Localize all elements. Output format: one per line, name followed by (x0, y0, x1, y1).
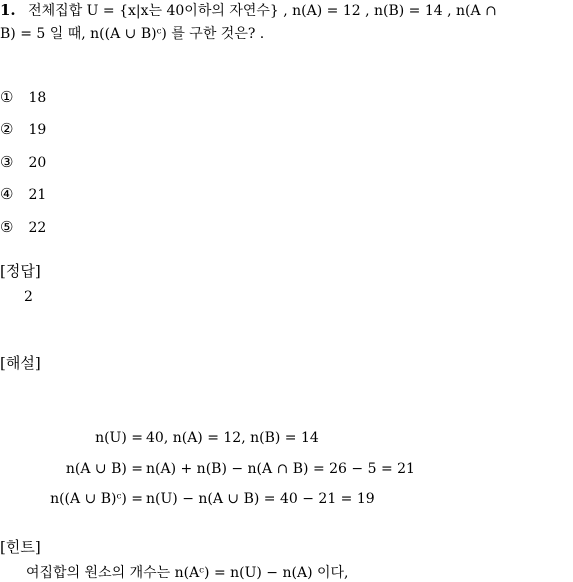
choice-1[interactable] (0, 88, 46, 107)
choice-5[interactable] (0, 218, 46, 237)
equation-3-lhs: n((A ∪ B)ᶜ) = (50, 491, 143, 507)
equation-2-lhs: n(A ∪ B) = (65, 461, 143, 477)
choice-2-value: 19 (28, 122, 47, 138)
question-text-2: B) = 5 일 때, n((A ∪ B)ᶜ) 를 구한 것은? . (0, 26, 265, 42)
hint-label: [힌트] (0, 538, 41, 556)
choice-2[interactable] (0, 120, 46, 139)
choice-4-value: 21 (28, 187, 47, 203)
choice-5-mark: ⑤ (0, 218, 14, 236)
choice-1-value: 18 (28, 90, 47, 106)
question-number: 1. (0, 1, 16, 19)
question-line-2 (0, 24, 573, 44)
choice-2-mark: ② (0, 120, 14, 138)
equation-2-rhs: n(A) + n(B) − n(A ∩ B) = 26 − 5 = 21 (146, 461, 415, 477)
choice-4[interactable] (0, 185, 46, 204)
choice-3-mark: ③ (0, 153, 14, 171)
choice-3-value: 20 (28, 155, 47, 171)
choice-4-mark: ④ (0, 185, 14, 203)
choice-1-mark: ① (0, 88, 14, 106)
answer-label: [정답] (0, 262, 41, 280)
choice-3[interactable] (0, 153, 46, 172)
question-line-1 (0, 0, 573, 21)
hint-text: 여집합의 원소의 개수는 n(Aᶜ) = n(U) − n(A) 이다, (26, 565, 349, 581)
explanation-label: [해설] (0, 354, 41, 372)
choice-5-value: 22 (28, 220, 47, 236)
equation-1-lhs: n(U) = (95, 430, 143, 446)
answer-value: 2 (24, 289, 33, 305)
question-text-1: 전체집합 U = {x|x는 40이하의 자연수} , n(A) = 12 , n(B) = 14 , n(A ∩ (28, 3, 497, 19)
equation-3-rhs: n(U) − n(A ∪ B) = 40 − 21 = 19 (146, 491, 375, 507)
equation-1-rhs: 40, n(A) = 12, n(B) = 14 (146, 430, 319, 446)
